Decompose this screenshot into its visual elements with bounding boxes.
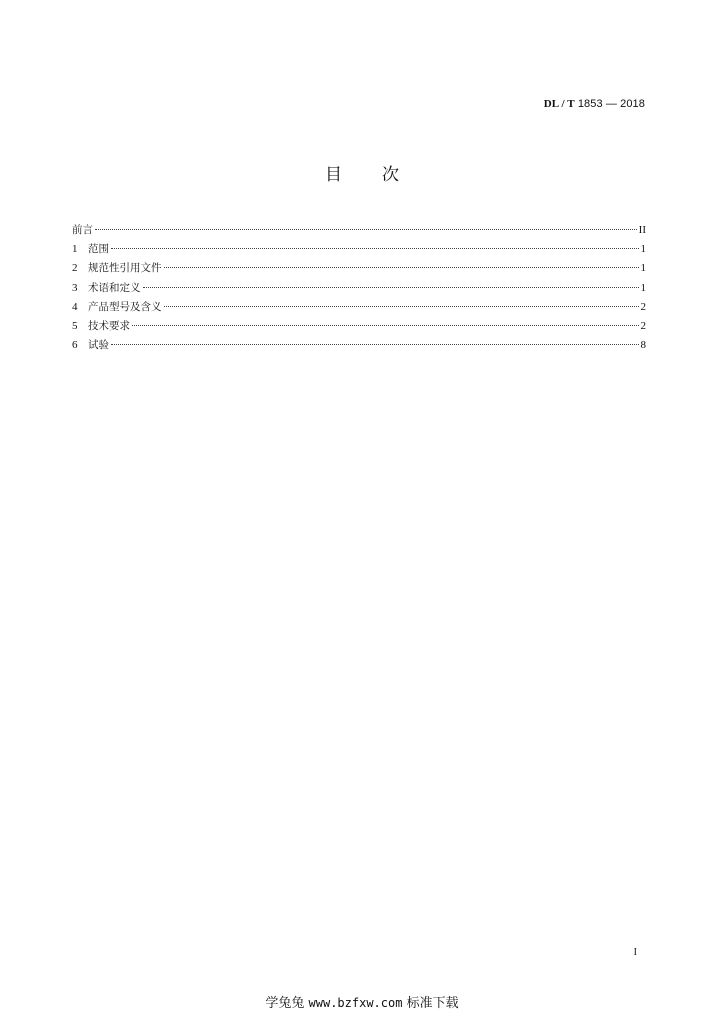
watermark-tagline: 标准下载: [406, 996, 459, 1011]
toc-entry-terms-definitions[interactable]: [72, 279, 646, 298]
toc-entry-number: 4: [72, 300, 78, 313]
watermark-site-name: 学兔兔: [265, 996, 305, 1011]
toc-leader-dots: [164, 306, 639, 307]
toc-entry-technical-requirements[interactable]: [72, 317, 646, 336]
title-char-2: 次: [382, 165, 399, 185]
table-of-contents: [72, 221, 646, 355]
toc-entry-page: 2: [640, 319, 646, 332]
toc-entry-number: 2: [72, 262, 78, 275]
toc-entry-label: 试验: [88, 339, 109, 352]
toc-entry-label: 产品型号及含义: [88, 300, 162, 313]
doc-code-number: 1853 — 2018: [577, 98, 645, 110]
toc-leader-dots: [111, 248, 639, 249]
toc-entry-foreword[interactable]: [72, 221, 646, 240]
toc-entry-normative-references[interactable]: [72, 259, 646, 278]
toc-entry-scope[interactable]: [72, 240, 646, 259]
toc-entry-label: 范围: [88, 243, 109, 256]
title-char-1: 目: [325, 165, 342, 185]
toc-entry-number: 1: [72, 243, 78, 256]
toc-leader-dots: [95, 229, 637, 230]
toc-entry-number: 6: [72, 339, 78, 352]
document-code: [544, 98, 645, 110]
toc-entry-number: 3: [72, 281, 78, 294]
toc-leader-dots: [111, 344, 639, 345]
toc-entry-label: 技术要求: [88, 319, 130, 332]
toc-entry-label: 前言: [72, 224, 93, 236]
toc-entry-product-model[interactable]: [72, 298, 646, 317]
toc-entry-label: 术语和定义: [88, 281, 141, 294]
toc-entry-page: 1: [640, 281, 646, 294]
toc-entry-page: 1: [640, 262, 646, 275]
doc-code-prefix: DL / T: [543, 98, 575, 110]
toc-entry-label: 规范性引用文件: [88, 262, 162, 275]
toc-entry-page: 2: [640, 300, 646, 313]
toc-leader-dots: [143, 287, 639, 288]
watermark-url[interactable]: www.bzfxw.com: [308, 996, 403, 1010]
toc-entry-page: II: [638, 224, 646, 236]
toc-leader-dots: [132, 325, 639, 326]
toc-entry-page: 1: [640, 243, 646, 256]
toc-entry-number: 5: [72, 319, 78, 332]
toc-entry-page: 8: [640, 339, 646, 352]
site-watermark: [0, 992, 724, 1011]
page-number: I: [633, 947, 637, 958]
toc-entry-tests[interactable]: [72, 336, 646, 355]
toc-leader-dots: [164, 267, 639, 268]
page-title: [0, 160, 724, 185]
